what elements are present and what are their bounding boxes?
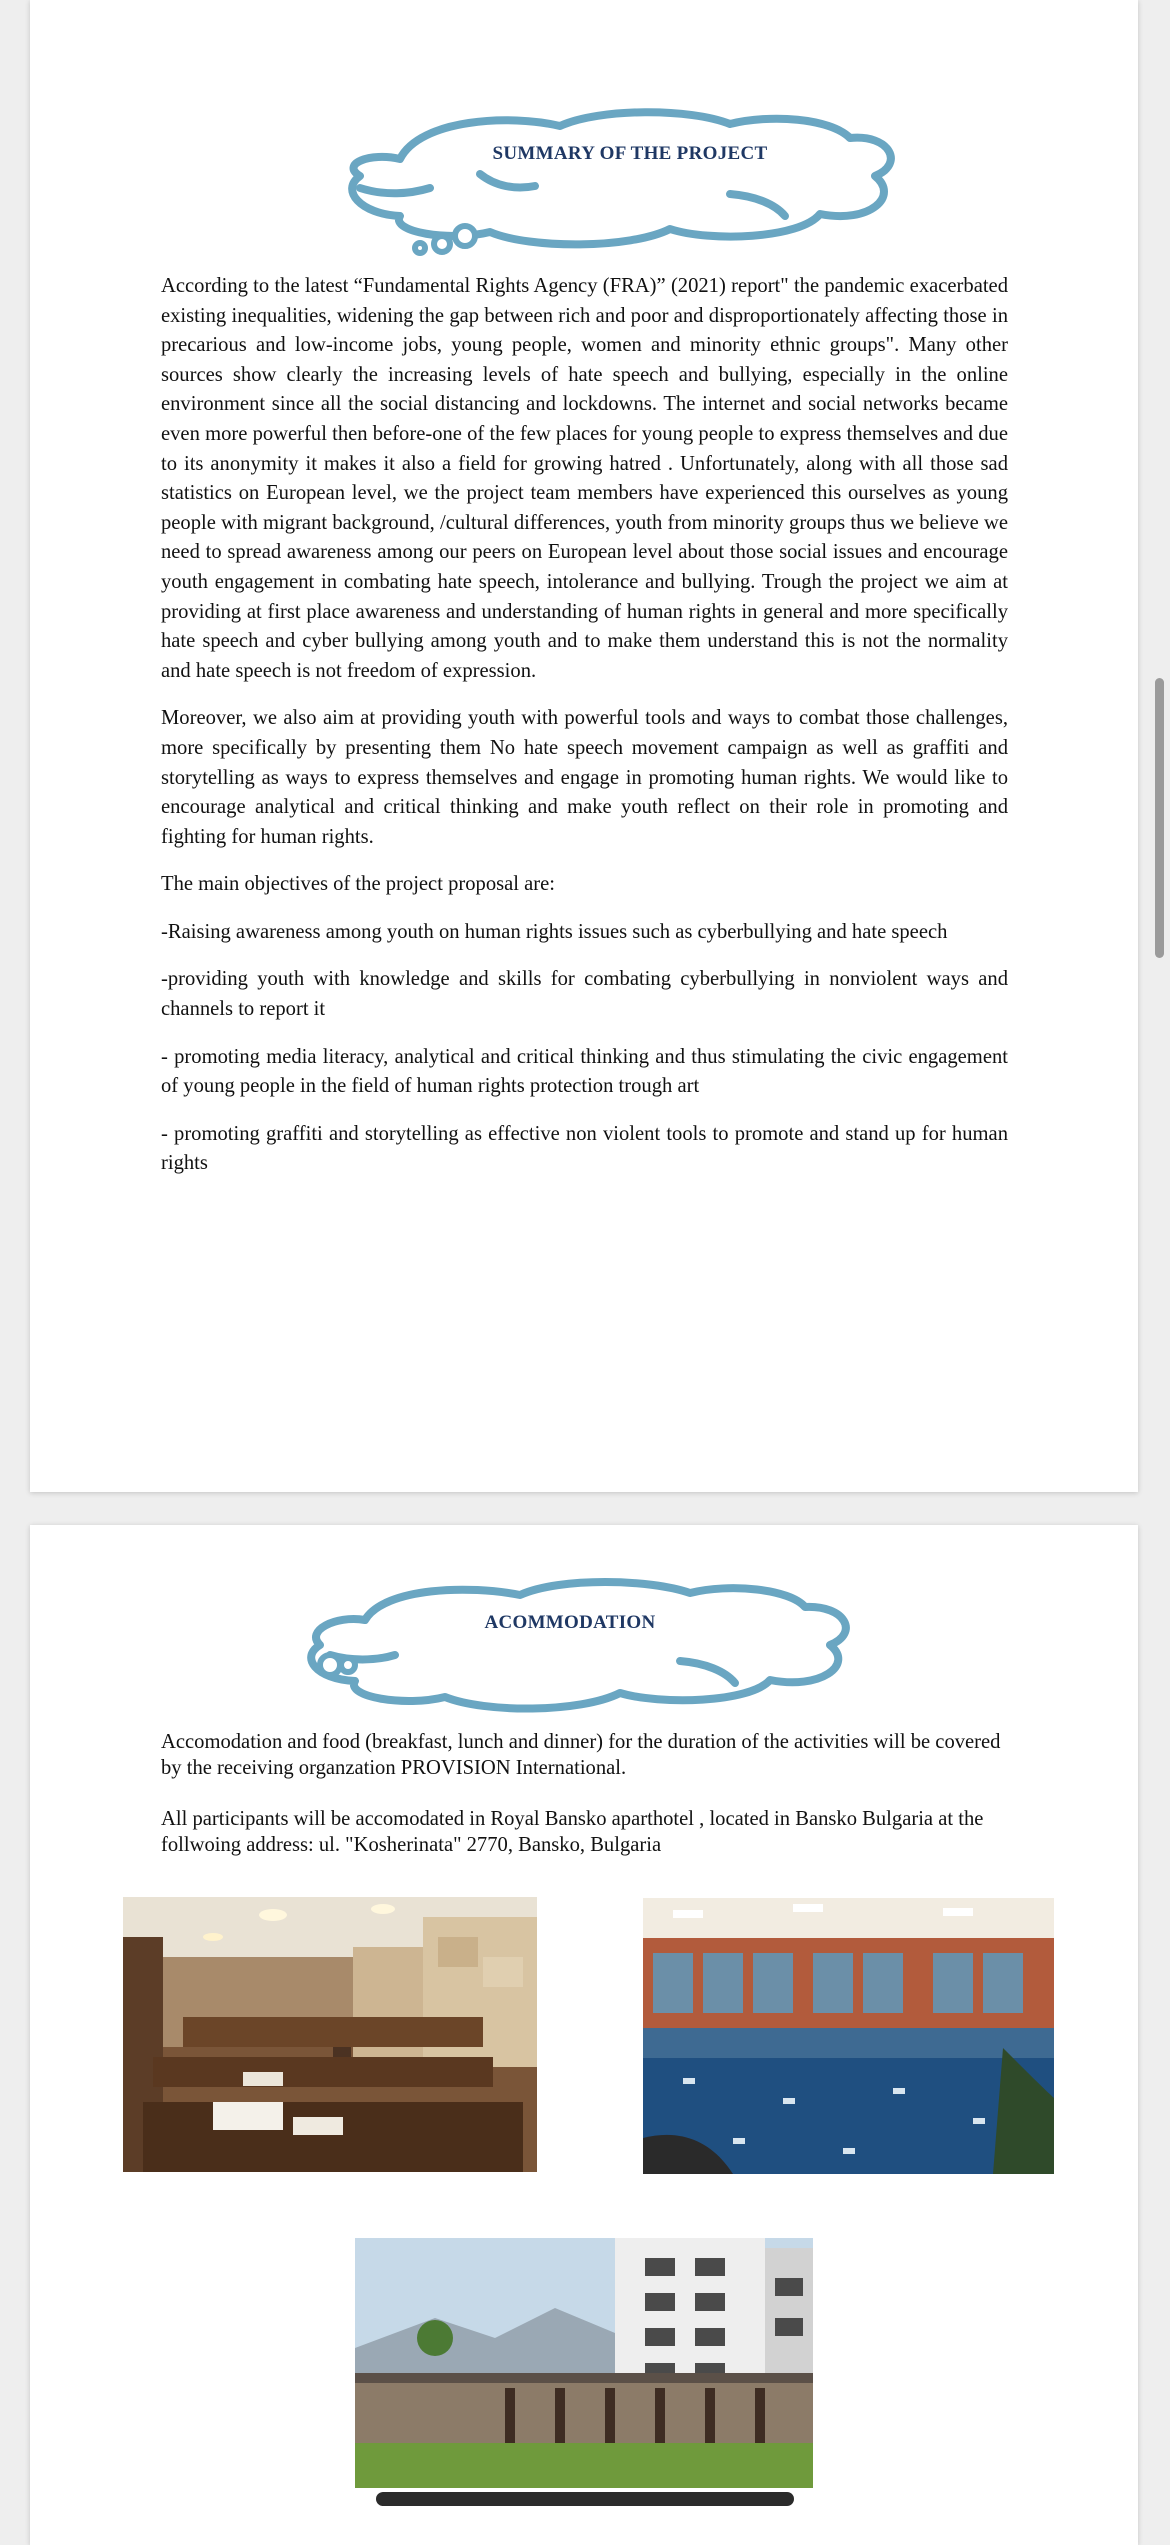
hotel-exterior-photo (355, 2238, 813, 2488)
home-indicator[interactable] (376, 2492, 794, 2506)
objective-item: -Raising awareness among youth on human rights issues such as cyberbullying and hate speech (161, 920, 948, 943)
cloud-heading-shape (290, 1575, 870, 1725)
paragraph: According to the latest “Fundamental Rights Agency (FRA)” (2021) report" the pandemic exacerbated existing inequalities, widening the gap between rich and poor and disproportionately affecting those in precarious and low-income jobs, young people, women and minority ethnic groups". Many other sources show clearly the increasing levels of hate speech and bullying, especially in the online environment since all the social distancing and lockdowns. The internet and social networks became even more powerful then before-one of the few places for young people to express themselves and due to its anonymity it makes it also a field for growing hatred . Unfortunately, along with all those sad statistics on European level, we the project team members have experienced this ourselves as young people with migrant background, /cultural differences, youth from minority groups thus we believe we need to spread awareness among our peers on European level about those social issues and encourage youth engagement in combating hate speech, intolerance and bullying. Trough the project we aim at providing at first place awareness and understanding of human rights in general and more specifically hate speech and cyber bullying among youth and to make them understand this is not the normality and hate speech is not freedom of expression. (161, 275, 1008, 682)
objective-item: -providing youth with knowledge and skills for combating cyberbullying in nonviolent ways and channels to report it (161, 968, 1008, 1021)
paragraph: Moreover, we also aim at providing youth with powerful tools and ways to combat those challenges, more specifically by presenting them No hate speech movement campaign as well as graffiti and storytelling as ways to express themselves and engage in promoting human rights. We would like to encourage analytical and critical thinking and make youth reflect on their role in promoting and fighting for human rights. (161, 707, 1008, 848)
restaurant-photo (123, 1897, 537, 2172)
paragraph: The main objectives of the project proposal are: (161, 873, 555, 896)
document-page-2 (30, 1525, 1138, 2545)
summary-body-text (161, 272, 1008, 1197)
cloud-heading-shape (330, 104, 930, 264)
paragraph: Accomodation and food (breakfast, lunch and dinner) for the duration of the activities will be covered by the receiving organzation PROVISION International. (161, 1731, 1001, 1779)
document-page-1 (30, 0, 1138, 1492)
section-heading-summary: SUMMARY OF THE PROJECT (492, 143, 768, 164)
accommodation-body-text (161, 1730, 1008, 1884)
objective-item: - promoting graffiti and storytelling as effective non violent tools to promote and stand up for human rights (161, 1122, 1008, 1175)
pool-photo (643, 1898, 1054, 2174)
objective-item: - promoting media literacy, analytical and critical thinking and thus stimulating the civic engagement of young people in the field of human rights protection trough art (161, 1045, 1008, 1098)
vertical-scrollbar[interactable] (1155, 678, 1164, 958)
paragraph: All participants will be accomodated in Royal Bansko aparthotel , located in Bansko Bulgaria at the follwoing address: ul. "Kosherinata" 2770, Bansko, Bulgaria (161, 1808, 984, 1856)
section-heading-accommodation: ACOMMODATION (484, 1612, 656, 1633)
